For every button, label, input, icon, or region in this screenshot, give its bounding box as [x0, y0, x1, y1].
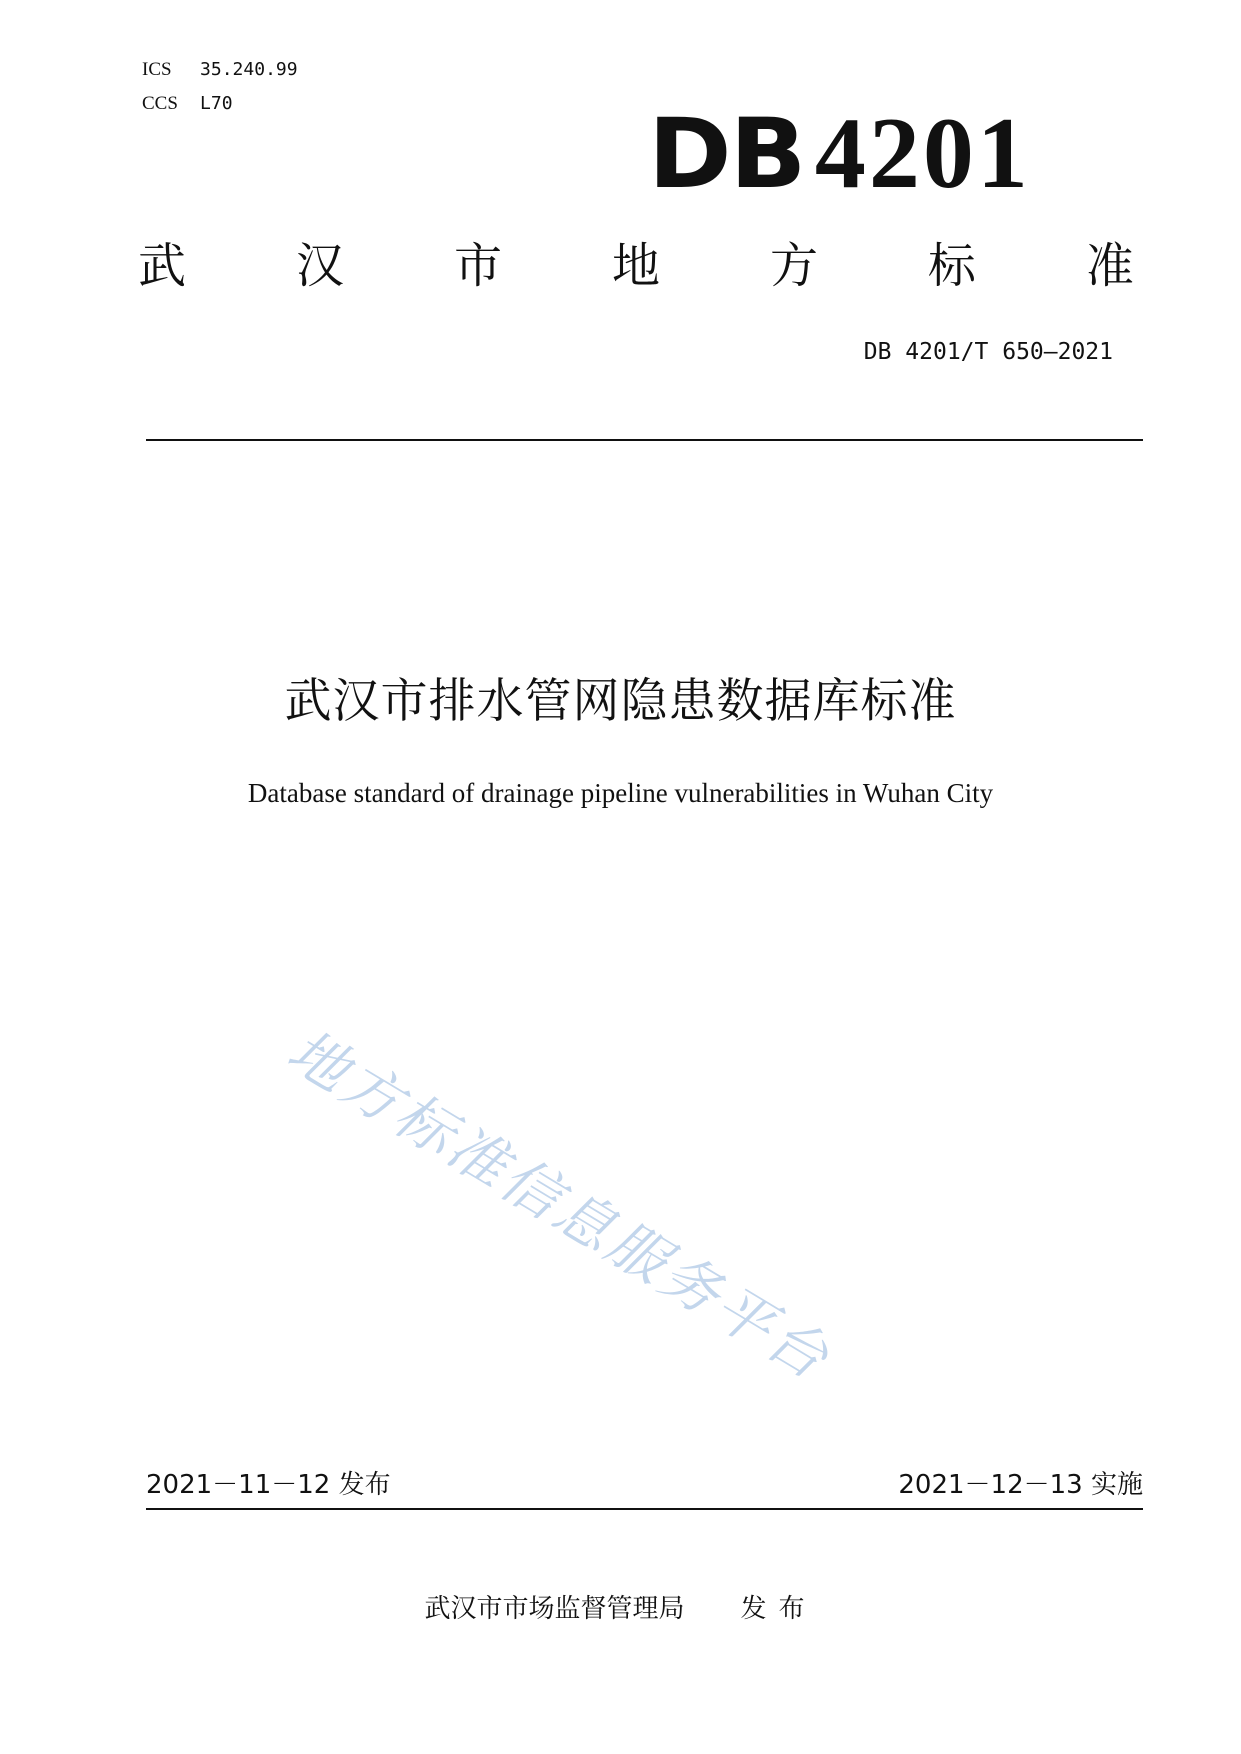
- issue-date: 2021－11－12 发布: [146, 1470, 391, 1500]
- watermark: 地方标准信息服务平台: [276, 1016, 843, 1394]
- standard-code: DB 4201/T 650—2021: [863, 339, 1113, 365]
- db-logo-number: 4201: [814, 97, 1031, 210]
- standard-type-char: 市: [453, 238, 502, 294]
- standard-type-heading: [138, 236, 1134, 296]
- ccs-value: L70: [200, 93, 233, 114]
- issuer-name: 武汉市市场监督管理局: [424, 1594, 685, 1624]
- ccs-classification: [142, 92, 233, 115]
- document-title-english: Database standard of drainage pipeline vulnerabilities in Wuhan City: [247, 778, 994, 808]
- standard-type-char: 准: [1085, 238, 1134, 294]
- issuer-action: 发布: [740, 1594, 817, 1624]
- standard-type-char: 汉: [295, 238, 344, 294]
- standard-type-char: 方: [769, 238, 818, 294]
- issuer-line: [0, 1592, 1241, 1626]
- db-logo: [648, 97, 1031, 210]
- top-divider: [146, 439, 1143, 441]
- standard-type-char: 地: [611, 238, 660, 294]
- ccs-label: CCS: [142, 93, 178, 114]
- standard-type-char: 标: [927, 238, 976, 294]
- bottom-divider: [146, 1508, 1143, 1510]
- ics-label: ICS: [142, 59, 172, 80]
- db-logo-letters: DB: [648, 98, 805, 210]
- implementation-date: 2021－12－13 实施: [898, 1470, 1143, 1500]
- ics-classification: [142, 58, 298, 81]
- ics-value: 35.240.99: [200, 59, 298, 80]
- document-title-chinese: 武汉市排水管网隐患数据库标准: [284, 674, 957, 729]
- standard-type-char: 武: [138, 238, 187, 294]
